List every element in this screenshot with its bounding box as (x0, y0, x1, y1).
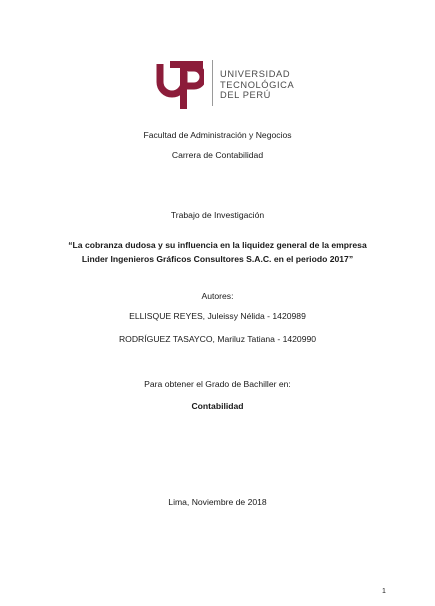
logo-text-line2: TECNOLÓGICA (220, 79, 295, 90)
author-1: ELLISQUE REYES, Juleissy Nélida - 1420989 (129, 311, 306, 321)
logo-text-line1: UNIVERSIDAD (220, 69, 291, 79)
thesis-title-line2: Linder Ingenieros Gráficos Consultores S.A.C. en el periodo 2017” (81, 254, 354, 264)
utp-logo (0, 58, 435, 112)
career-name: Carrera de Contabilidad (171, 150, 264, 160)
logo-text-line3: DEL PERÚ (220, 90, 271, 100)
author-2: RODRÍGUEZ TASAYCO, Mariluz Tatiana - 1420990 (118, 334, 317, 344)
authors-label: Autores: (201, 291, 234, 301)
work-type: Trabajo de Investigación (170, 210, 265, 220)
faculty-name: Facultad de Administración y Negocios (143, 130, 292, 140)
degree-field: Contabilidad (191, 401, 244, 411)
degree-label: Para obtener el Grado de Bachiller en: (144, 379, 291, 389)
page-number: 1 (382, 588, 386, 595)
logo-wordmark (220, 69, 294, 101)
utp-logo-icon (156, 60, 204, 110)
thesis-title-line1: “La cobranza dudosa y su influencia en la liquidez general de la empresa (68, 240, 367, 250)
logo-divider (212, 60, 213, 106)
place-date: Lima, Noviembre de 2018 (168, 497, 267, 507)
